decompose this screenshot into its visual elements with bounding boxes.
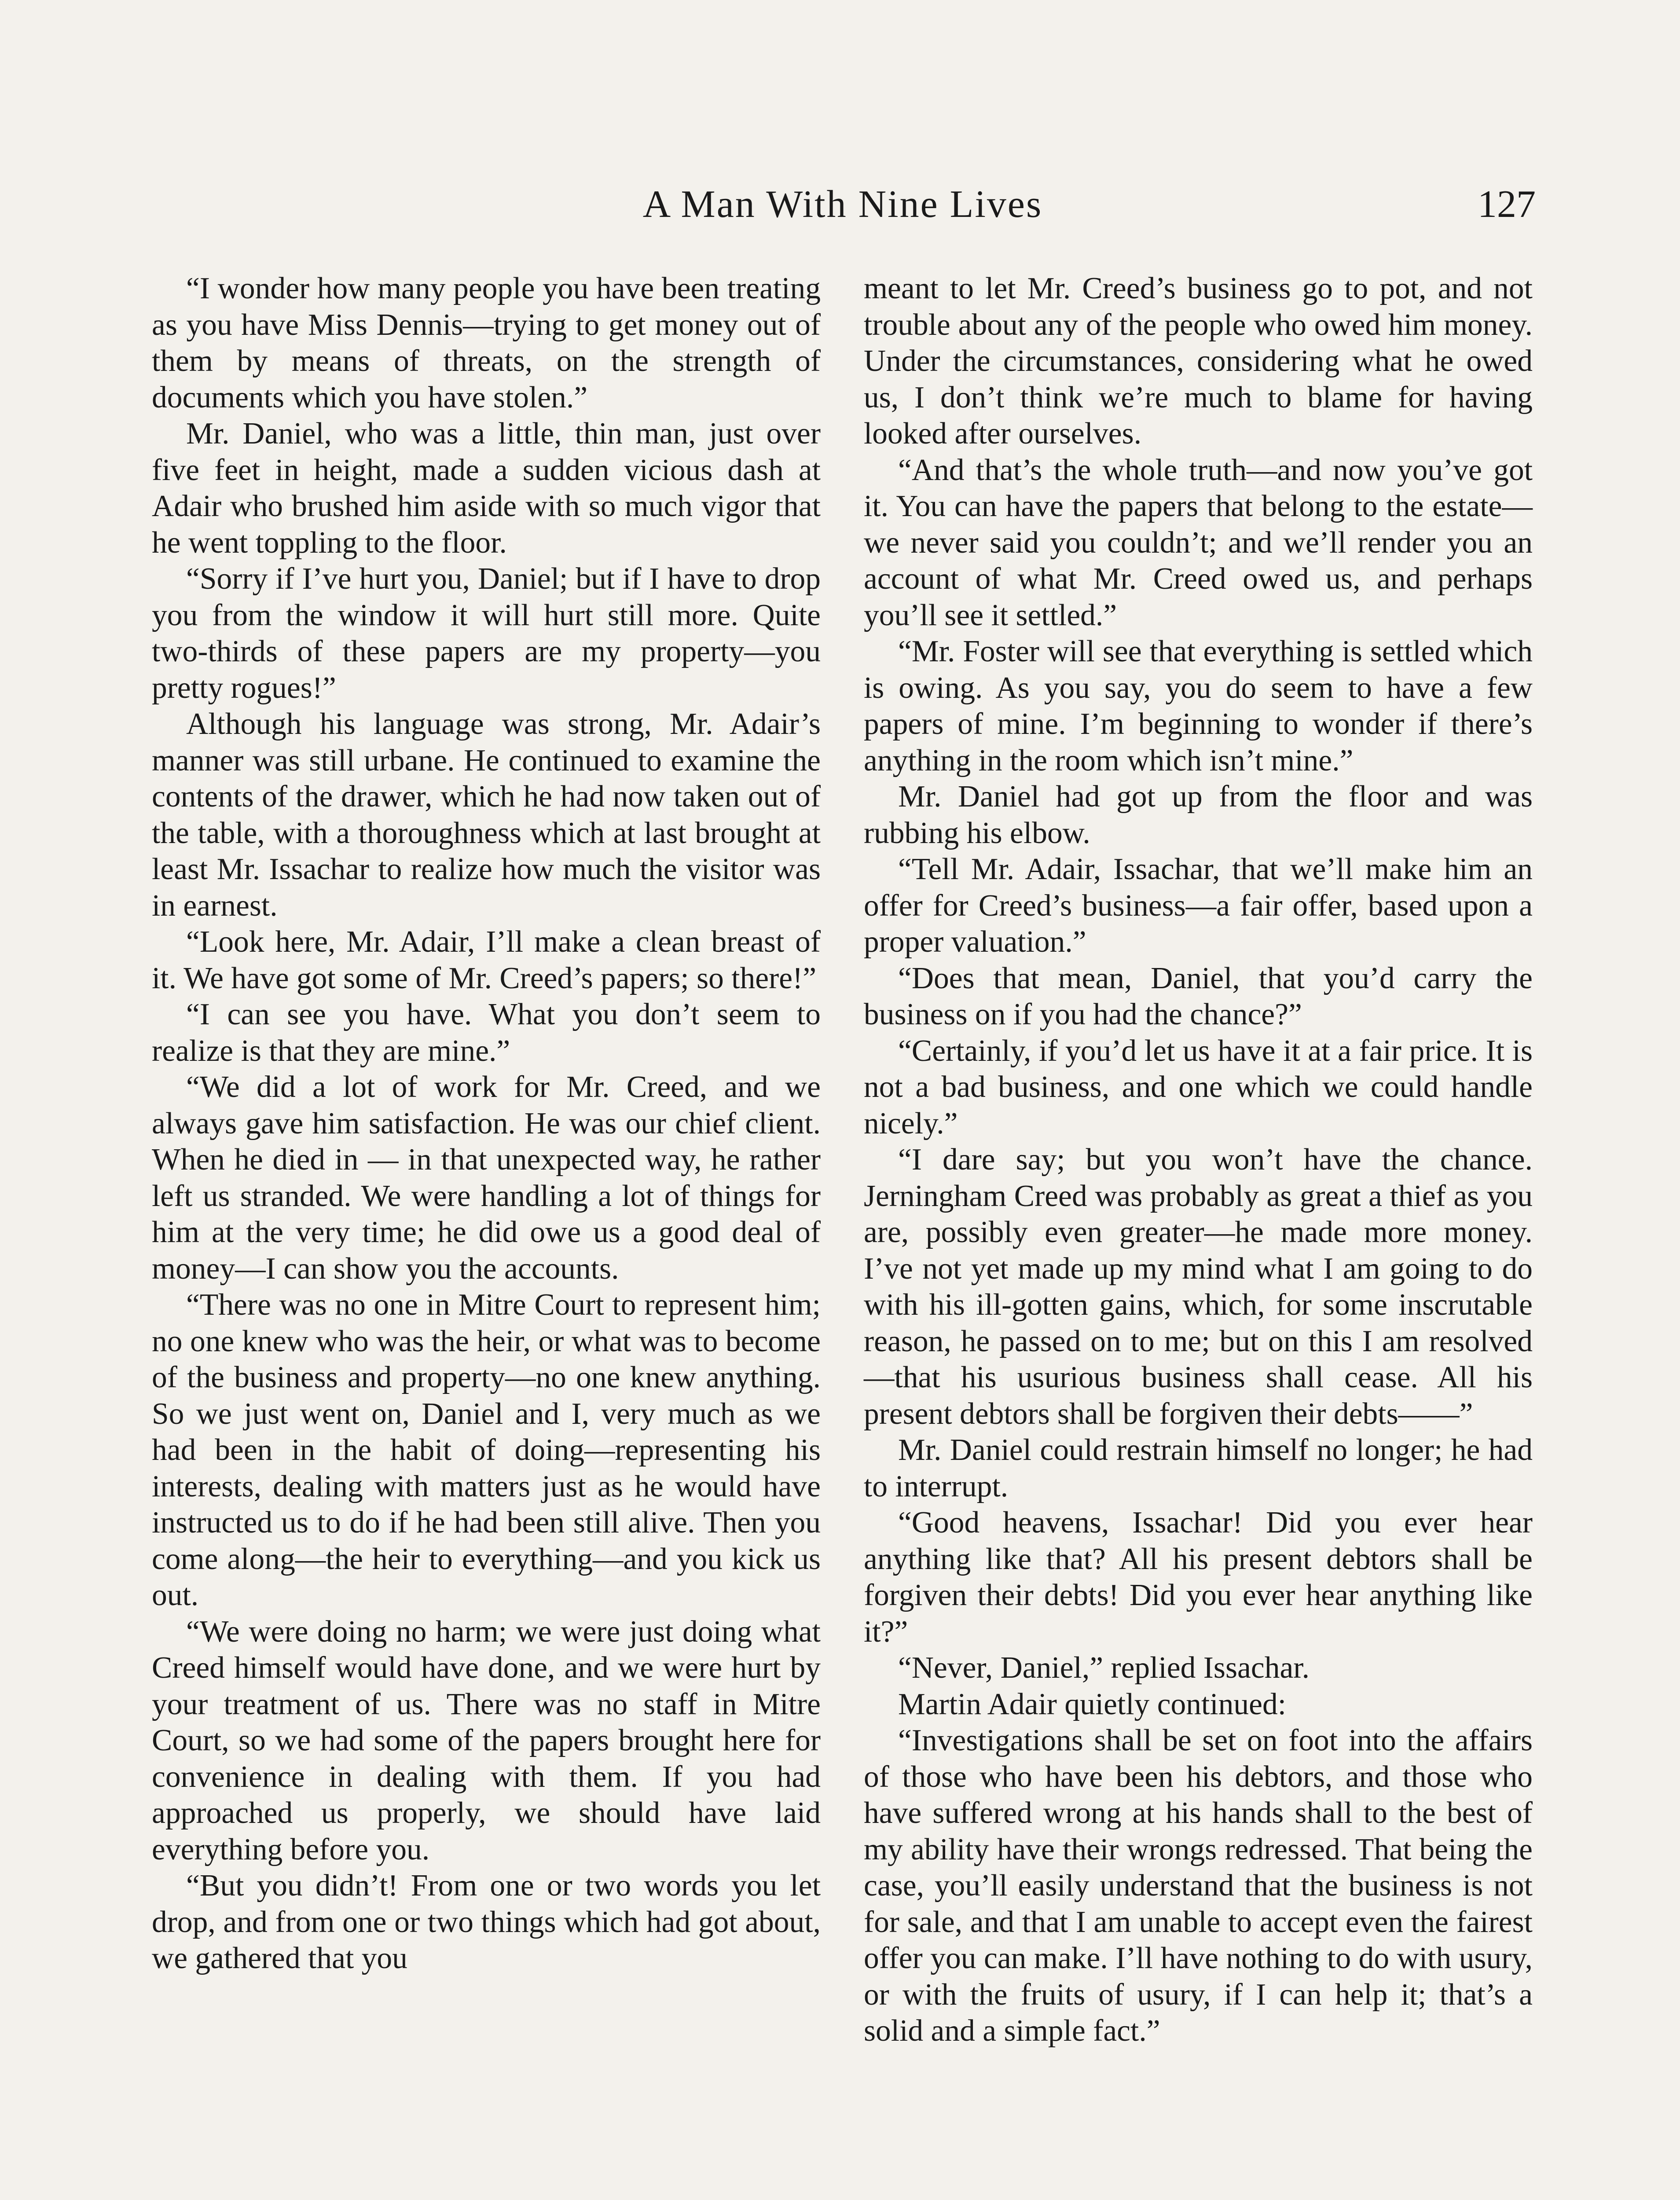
paragraph: Although his language was strong, Mr. Adair’s manner was still urbane. He continued to examine the contents of the drawer, which he had now taken out of the table, with a thoroughness which at last brought at least Mr. Issachar to realize how much the visitor was in earnest. bbox=[152, 707, 821, 923]
paragraph: “Investigations shall be set on foot into the affairs of those who have been his debtors, and those who have suffered wrong at his hands shall to the best of my ability have their wrongs redressed. That being the case, you’ll easily understand that the business is not for sale, and that I am unable to accept even the fairest offer you can make. I’ll have nothing to do with usury, or with the fruits of usury, if I can help it; that’s a solid and a simple fact.” bbox=[864, 1723, 1533, 2048]
paragraph: “Good heavens, Issachar! Did you ever hear anything like that? All his present debtors shall be forgiven their debts! Did you ever hear anything like it?” bbox=[864, 1506, 1533, 1649]
paragraph: “Sorry if I’ve hurt you, Daniel; but if I have to drop you from the window it will hurt still more. Quite two-thirds of these papers are my property—you pretty rogues!” bbox=[152, 562, 821, 705]
paragraph: “Does that mean, Daniel, that you’d carry the business on if you had the chance?” bbox=[864, 961, 1533, 1031]
paragraph: “And that’s the whole truth—and now you’ve got it. You can have the papers that belong to the estate—we never said you couldn’t; and we’ll render you an account of what Mr. Creed owed us, and perhaps you’ll see it settled.” bbox=[864, 453, 1533, 632]
paragraph: Mr. Daniel had got up from the floor and was rubbing his elbow. bbox=[864, 780, 1533, 850]
paragraph: “Certainly, if you’d let us have it at a fair price. It is not a bad business, and one which we could handle nicely.” bbox=[864, 1034, 1533, 1140]
paragraph: Mr. Daniel could restrain himself no longer; he had to interrupt. bbox=[864, 1433, 1533, 1503]
left-column bbox=[152, 271, 821, 2200]
paragraph: “There was no one in Mitre Court to represent him; no one knew who was the heir, or what was to become of the business and property—no one knew anything. So we just went on, Daniel and I, very much as we had been in the habit of doing—representing his interests, dealing with matters just as he would have instructed us to do if he had been still alive. Then you come along—the heir to everything—and you kick us out. bbox=[152, 1288, 821, 1612]
paragraph: “We were doing no harm; we were just doing what Creed himself would have done, and we were hurt by your treatment of us. There was no staff in Mitre Court, so we had some of the papers brought here for convenience in dealing with them. If you had approached us properly, we should have laid everything before you. bbox=[152, 1614, 821, 1866]
paragraph: “I dare say; but you won’t have the chance. Jerningham Creed was probably as great a thief as you are, possibly even greater—he made more money. I’ve not yet made up my mind what I am going to do with his ill-gotten gains, which, for some inscrutable reason, he passed on to me; but on this I am resolved—that his usurious business shall cease. All his present debtors shall be forgiven their debts——” bbox=[864, 1143, 1533, 1431]
running-title: A Man With Nine Lives bbox=[642, 183, 1043, 226]
paragraph: “Look here, Mr. Adair, I’ll make a clean breast of it. We have got some of Mr. Creed’s papers; so there!” bbox=[152, 925, 821, 995]
paragraph: Mr. Daniel, who was a little, thin man, just over five feet in height, made a sudden vicious dash at Adair who brushed him aside with so much vigor that he went toppling to the floor. bbox=[152, 417, 821, 560]
paragraph: “We did a lot of work for Mr. Creed, and we always gave him satisfaction. He was our chief client. When he died in — in that unexpected way, he rather left us stranded. We were handling a lot of things for him at the very time; he did owe us a good deal of money—I can show you the accounts. bbox=[152, 1070, 821, 1286]
text-columns bbox=[152, 271, 1533, 2200]
page-header bbox=[150, 174, 1536, 235]
paragraph: “Mr. Foster will see that everything is settled which is owing. As you say, you do seem to have a few papers of mine. I’m beginning to wonder if there’s anything in the room which isn’t mine.” bbox=[864, 634, 1533, 777]
paragraph: “But you didn’t! From one or two words you let drop, and from one or two things which had got about, we gathered that you bbox=[152, 1869, 821, 1975]
paragraph-continued: meant to let Mr. Creed’s business go to pot, and not trouble about any of the people who owed him money. Under the circumstances, considering what he owed us, I don’t think we’re much to blame for having looked after ourselves. bbox=[864, 271, 1533, 451]
paragraph: “I wonder how many people you have been treating as you have Miss Dennis—trying to get money out of them by means of threats, on the strength of documents which you have stolen.” bbox=[152, 271, 821, 414]
page-number: 127 bbox=[1478, 183, 1536, 226]
right-column bbox=[864, 271, 1533, 2200]
paragraph: “I can see you have. What you don’t seem to realize is that they are mine.” bbox=[152, 997, 821, 1068]
paragraph: Martin Adair quietly continued: bbox=[898, 1687, 1287, 1721]
paragraph: “Never, Daniel,” replied Issachar. bbox=[898, 1651, 1310, 1685]
paragraph: “Tell Mr. Adair, Issachar, that we’ll make him an offer for Creed’s business—a fair offer, based upon a proper valuation.” bbox=[864, 852, 1533, 959]
